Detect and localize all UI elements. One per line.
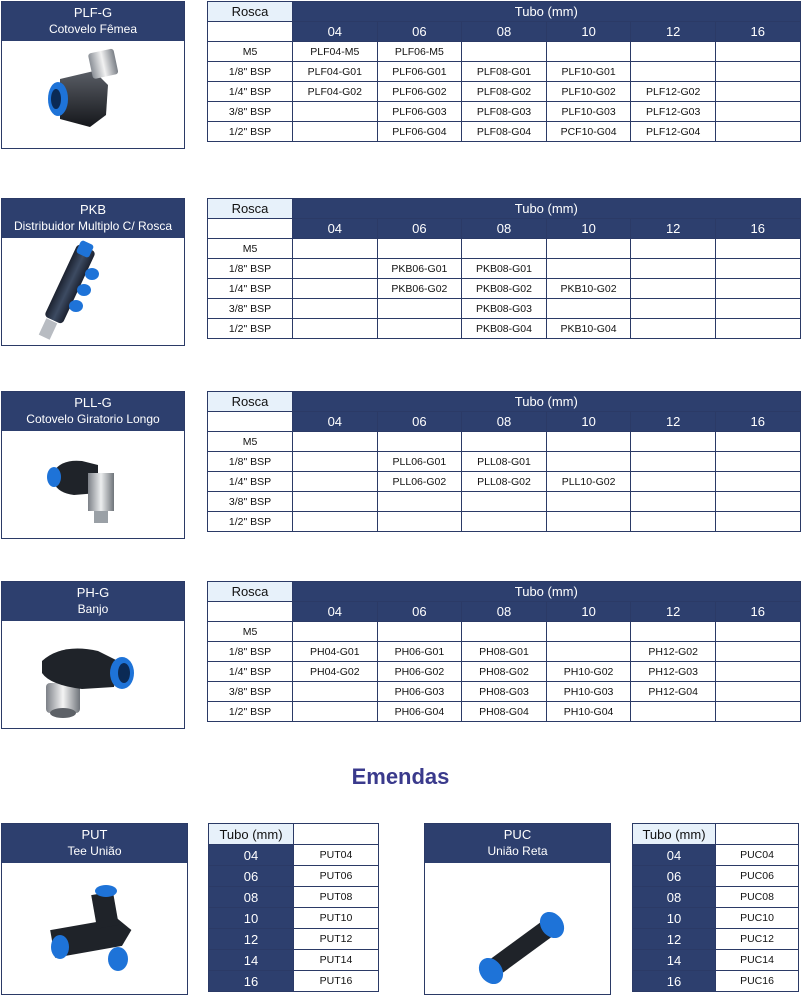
part-code-cell xyxy=(715,279,800,299)
size-cell: 14 xyxy=(209,950,294,971)
header-row xyxy=(208,582,801,602)
part-code-cell: PKB08-G02 xyxy=(462,279,547,299)
product-card-pll-g xyxy=(1,391,185,539)
elbow-female-fitting-image xyxy=(2,41,184,149)
product-name: PLL-G xyxy=(74,395,112,410)
part-code-cell: PUC16 xyxy=(716,971,799,992)
blank-cell xyxy=(208,412,293,432)
part-code-cell: PUT12 xyxy=(294,929,379,950)
part-code-cell xyxy=(631,279,716,299)
part-code-cell xyxy=(462,42,547,62)
part-code-cell: PH10-G02 xyxy=(546,662,631,682)
product-desc: União Reta xyxy=(487,844,548,858)
table-row xyxy=(208,662,801,682)
table-row xyxy=(208,259,801,279)
table-row xyxy=(633,950,799,971)
table-row xyxy=(208,319,801,339)
table-row xyxy=(209,971,379,992)
size-header: 16 xyxy=(715,602,800,622)
part-code-cell xyxy=(546,622,631,642)
rosca-header: Rosca xyxy=(208,199,293,219)
part-code-cell: PLF12-G04 xyxy=(631,122,716,142)
tubo-table-puc xyxy=(632,823,799,992)
part-code-cell xyxy=(293,432,378,452)
header-row xyxy=(208,2,801,22)
size-cell: 06 xyxy=(633,866,716,887)
part-code-cell: PH08-G03 xyxy=(462,682,547,702)
part-code-cell xyxy=(293,239,378,259)
spec-table-plf-g xyxy=(207,1,801,142)
part-code-cell: PLL08-G01 xyxy=(462,452,547,472)
part-code-cell xyxy=(377,512,462,532)
product-header xyxy=(2,824,187,863)
size-header: 08 xyxy=(462,412,547,432)
part-code-cell xyxy=(631,239,716,259)
part-code-cell xyxy=(631,42,716,62)
part-code-cell: PH06-G03 xyxy=(377,682,462,702)
part-code-cell xyxy=(715,122,800,142)
rosca-header: Rosca xyxy=(208,2,293,22)
header-row xyxy=(208,392,801,412)
product-card-put xyxy=(1,823,188,995)
part-code-cell xyxy=(546,299,631,319)
table-row xyxy=(209,866,379,887)
thread-cell: 1/8" BSP xyxy=(208,452,293,472)
blank-cell xyxy=(294,824,379,845)
product-header xyxy=(2,2,184,41)
table-row xyxy=(208,622,801,642)
table-row xyxy=(208,452,801,472)
part-code-cell: PLF06-G04 xyxy=(377,122,462,142)
part-code-cell xyxy=(631,319,716,339)
part-code-cell: PKB06-G02 xyxy=(377,279,462,299)
tubo-table-put xyxy=(208,823,379,992)
part-code-cell: PH08-G01 xyxy=(462,642,547,662)
size-header: 12 xyxy=(631,602,716,622)
part-code-cell xyxy=(546,452,631,472)
part-code-cell xyxy=(462,622,547,642)
size-header: 10 xyxy=(546,22,631,42)
table-row xyxy=(208,62,801,82)
part-code-cell: PLF12-G03 xyxy=(631,102,716,122)
thread-cell: 1/2" BSP xyxy=(208,122,293,142)
part-code-cell xyxy=(377,239,462,259)
tubo-header: Tubo (mm) xyxy=(293,582,801,602)
part-code-cell xyxy=(546,512,631,532)
spec-table-ph-g xyxy=(207,581,801,722)
product-desc: Distribuidor Multiplo C/ Rosca xyxy=(13,219,173,233)
part-code-cell: PLF08-G04 xyxy=(462,122,547,142)
emendas-title: Emendas xyxy=(351,764,450,789)
table-row xyxy=(633,971,799,992)
part-code-cell: PLF06-G03 xyxy=(377,102,462,122)
thread-cell: 3/8" BSP xyxy=(208,682,293,702)
rosca-header: Rosca xyxy=(208,392,293,412)
part-code-cell: PLL08-G02 xyxy=(462,472,547,492)
size-row xyxy=(208,412,801,432)
product-name: PUT xyxy=(81,827,108,842)
part-code-cell: PH12-G04 xyxy=(631,682,716,702)
product-card-plf-g xyxy=(1,1,185,149)
part-code-cell: PUT08 xyxy=(294,887,379,908)
table-row xyxy=(633,929,799,950)
part-code-cell xyxy=(715,662,800,682)
header-row xyxy=(633,824,799,845)
spec-table-pkb xyxy=(207,198,801,339)
part-code-cell xyxy=(293,622,378,642)
part-code-cell xyxy=(462,239,547,259)
part-code-cell xyxy=(293,452,378,472)
part-code-cell: PH06-G04 xyxy=(377,702,462,722)
part-code-cell: PUT14 xyxy=(294,950,379,971)
size-header: 06 xyxy=(377,219,462,239)
part-code-cell: PLF08-G02 xyxy=(462,82,547,102)
table-row xyxy=(208,702,801,722)
part-code-cell xyxy=(715,319,800,339)
part-code-cell xyxy=(293,702,378,722)
part-code-cell: PLL10-G02 xyxy=(546,472,631,492)
table-row xyxy=(208,492,801,512)
table-row xyxy=(208,122,801,142)
part-code-cell xyxy=(715,239,800,259)
part-code-cell xyxy=(377,492,462,512)
table-row xyxy=(208,432,801,452)
part-code-cell: PH04-G01 xyxy=(293,642,378,662)
part-code-cell xyxy=(293,102,378,122)
part-code-cell xyxy=(631,622,716,642)
thread-cell: 1/4" BSP xyxy=(208,662,293,682)
table-row xyxy=(208,682,801,702)
size-cell: 16 xyxy=(633,971,716,992)
part-code-cell: PLF08-G03 xyxy=(462,102,547,122)
part-code-cell: PLF12-G02 xyxy=(631,82,716,102)
thread-cell: M5 xyxy=(208,622,293,642)
part-code-cell: PH06-G02 xyxy=(377,662,462,682)
part-code-cell xyxy=(546,259,631,279)
size-header: 06 xyxy=(377,22,462,42)
size-cell: 06 xyxy=(209,866,294,887)
tubo-header: Tubo (mm) xyxy=(293,2,801,22)
table-row xyxy=(633,845,799,866)
thread-cell: 1/4" BSP xyxy=(208,472,293,492)
size-cell: 08 xyxy=(209,887,294,908)
part-code-cell xyxy=(293,492,378,512)
part-code-cell xyxy=(546,432,631,452)
part-code-cell: PLF08-G01 xyxy=(462,62,547,82)
size-row xyxy=(208,22,801,42)
part-code-cell xyxy=(377,622,462,642)
part-code-cell: PLF06-G02 xyxy=(377,82,462,102)
header-row xyxy=(208,199,801,219)
thread-cell: 3/8" BSP xyxy=(208,492,293,512)
tubo-header: Tubo (mm) xyxy=(209,824,294,845)
part-code-cell xyxy=(631,702,716,722)
part-code-cell xyxy=(715,259,800,279)
part-code-cell xyxy=(293,279,378,299)
part-code-cell xyxy=(631,512,716,532)
part-code-cell: PH10-G04 xyxy=(546,702,631,722)
part-code-cell: PH04-G02 xyxy=(293,662,378,682)
thread-cell: M5 xyxy=(208,432,293,452)
part-code-cell: PLF04-G01 xyxy=(293,62,378,82)
size-cell: 16 xyxy=(209,971,294,992)
table-row xyxy=(208,472,801,492)
part-code-cell xyxy=(715,492,800,512)
part-code-cell xyxy=(631,472,716,492)
size-header: 12 xyxy=(631,219,716,239)
part-code-cell xyxy=(293,682,378,702)
tee-union-image xyxy=(2,863,187,995)
part-code-cell xyxy=(293,122,378,142)
part-code-cell: PH08-G04 xyxy=(462,702,547,722)
size-header: 08 xyxy=(462,22,547,42)
part-code-cell xyxy=(377,299,462,319)
product-desc: Banjo xyxy=(77,602,109,616)
long-swivel-elbow-image xyxy=(2,431,184,539)
part-code-cell xyxy=(293,319,378,339)
part-code-cell xyxy=(715,102,800,122)
part-code-cell xyxy=(377,432,462,452)
spec-table-pll-g xyxy=(207,391,801,532)
rosca-header: Rosca xyxy=(208,582,293,602)
part-code-cell: PUC06 xyxy=(716,866,799,887)
thread-cell: 3/8" BSP xyxy=(208,299,293,319)
size-header: 06 xyxy=(377,412,462,432)
part-code-cell: PUT06 xyxy=(294,866,379,887)
part-code-cell xyxy=(715,452,800,472)
part-code-cell: PUC10 xyxy=(716,908,799,929)
product-name: PLF-G xyxy=(73,5,113,20)
product-desc: Tee União xyxy=(67,844,122,858)
size-header: 12 xyxy=(631,412,716,432)
size-header: 06 xyxy=(377,602,462,622)
part-code-cell xyxy=(715,642,800,662)
thread-cell: M5 xyxy=(208,42,293,62)
table-row xyxy=(208,299,801,319)
part-code-cell: PLF04-G02 xyxy=(293,82,378,102)
part-code-cell: PLF10-G02 xyxy=(546,82,631,102)
part-code-cell: PUC14 xyxy=(716,950,799,971)
part-code-cell: PKB06-G01 xyxy=(377,259,462,279)
part-code-cell: PLF10-G03 xyxy=(546,102,631,122)
table-row xyxy=(208,279,801,299)
thread-cell: 1/2" BSP xyxy=(208,319,293,339)
table-row xyxy=(209,908,379,929)
part-code-cell xyxy=(715,472,800,492)
table-row xyxy=(633,908,799,929)
blank-cell xyxy=(208,219,293,239)
part-code-cell: PLF10-G01 xyxy=(546,62,631,82)
thread-cell: 1/8" BSP xyxy=(208,62,293,82)
part-code-cell: PLL06-G02 xyxy=(377,472,462,492)
part-code-cell xyxy=(631,432,716,452)
part-code-cell xyxy=(715,42,800,62)
size-header: 08 xyxy=(462,219,547,239)
part-code-cell xyxy=(546,239,631,259)
size-header: 10 xyxy=(546,602,631,622)
size-header: 04 xyxy=(293,412,378,432)
table-row xyxy=(209,887,379,908)
part-code-cell xyxy=(631,452,716,472)
part-code-cell xyxy=(631,492,716,512)
product-name: PUC xyxy=(503,827,532,842)
thread-cell: 1/2" BSP xyxy=(208,512,293,532)
part-code-cell xyxy=(715,299,800,319)
part-code-cell: PLF06-M5 xyxy=(377,42,462,62)
part-code-cell: PLF06-G01 xyxy=(377,62,462,82)
manifold-fitting-image xyxy=(2,238,184,346)
table-row xyxy=(208,82,801,102)
size-header: 04 xyxy=(293,602,378,622)
thread-cell: M5 xyxy=(208,239,293,259)
table-row xyxy=(208,239,801,259)
part-code-cell xyxy=(631,62,716,82)
part-code-cell xyxy=(631,259,716,279)
part-code-cell: PKB08-G04 xyxy=(462,319,547,339)
thread-cell: 1/4" BSP xyxy=(208,82,293,102)
size-cell: 10 xyxy=(209,908,294,929)
part-code-cell xyxy=(293,259,378,279)
part-code-cell xyxy=(715,82,800,102)
part-code-cell xyxy=(462,512,547,532)
part-code-cell xyxy=(715,622,800,642)
part-code-cell: PH10-G03 xyxy=(546,682,631,702)
size-header: 04 xyxy=(293,22,378,42)
table-row xyxy=(209,845,379,866)
product-card-ph-g xyxy=(1,581,185,729)
part-code-cell: PKB10-G02 xyxy=(546,279,631,299)
tubo-header: Tubo (mm) xyxy=(293,392,801,412)
table-row xyxy=(208,512,801,532)
blank-cell xyxy=(716,824,799,845)
size-header: 16 xyxy=(715,22,800,42)
product-desc: Cotovelo Giratorio Longo xyxy=(26,412,160,426)
part-code-cell xyxy=(715,512,800,532)
size-cell: 04 xyxy=(633,845,716,866)
tubo-header: Tubo (mm) xyxy=(633,824,716,845)
part-code-cell xyxy=(715,432,800,452)
part-code-cell: PKB08-G01 xyxy=(462,259,547,279)
product-desc: Cotovelo Fêmea xyxy=(48,22,138,36)
thread-cell: 1/8" BSP xyxy=(208,259,293,279)
part-code-cell xyxy=(462,432,547,452)
part-code-cell xyxy=(546,492,631,512)
part-code-cell xyxy=(546,42,631,62)
part-code-cell xyxy=(546,642,631,662)
banjo-fitting-image xyxy=(2,621,184,729)
product-header xyxy=(2,582,184,621)
product-card-puc xyxy=(424,823,611,995)
part-code-cell: PH08-G02 xyxy=(462,662,547,682)
part-code-cell xyxy=(715,682,800,702)
part-code-cell: PUT16 xyxy=(294,971,379,992)
table-row xyxy=(209,929,379,950)
product-card-pkb xyxy=(1,198,185,346)
size-header: 04 xyxy=(293,219,378,239)
part-code-cell xyxy=(293,472,378,492)
table-row xyxy=(633,887,799,908)
size-header: 12 xyxy=(631,22,716,42)
size-header: 16 xyxy=(715,219,800,239)
product-header xyxy=(2,392,184,431)
part-code-cell xyxy=(462,492,547,512)
product-name: PKB xyxy=(79,202,106,217)
table-row xyxy=(209,950,379,971)
part-code-cell xyxy=(293,512,378,532)
part-code-cell: PLL06-G01 xyxy=(377,452,462,472)
blank-cell xyxy=(208,602,293,622)
size-cell: 12 xyxy=(209,929,294,950)
part-code-cell: PH12-G02 xyxy=(631,642,716,662)
part-code-cell xyxy=(377,319,462,339)
part-code-cell: PLF04-M5 xyxy=(293,42,378,62)
part-code-cell: PH06-G01 xyxy=(377,642,462,662)
size-cell: 04 xyxy=(209,845,294,866)
size-cell: 14 xyxy=(633,950,716,971)
part-code-cell xyxy=(293,299,378,319)
part-code-cell: PKB10-G04 xyxy=(546,319,631,339)
part-code-cell xyxy=(631,299,716,319)
product-name: PH-G xyxy=(76,585,110,600)
part-code-cell: PCF10-G04 xyxy=(546,122,631,142)
thread-cell: 1/4" BSP xyxy=(208,279,293,299)
size-cell: 10 xyxy=(633,908,716,929)
thread-cell: 3/8" BSP xyxy=(208,102,293,122)
size-header: 16 xyxy=(715,412,800,432)
table-row xyxy=(208,642,801,662)
blank-cell xyxy=(208,22,293,42)
thread-cell: 1/2" BSP xyxy=(208,702,293,722)
size-header: 08 xyxy=(462,602,547,622)
part-code-cell: PH12-G03 xyxy=(631,662,716,682)
table-row xyxy=(208,42,801,62)
part-code-cell: PUT10 xyxy=(294,908,379,929)
part-code-cell xyxy=(715,62,800,82)
part-code-cell: PKB08-G03 xyxy=(462,299,547,319)
size-cell: 08 xyxy=(633,887,716,908)
straight-union-image xyxy=(425,863,610,995)
product-header xyxy=(2,199,184,238)
size-row xyxy=(208,602,801,622)
size-row xyxy=(208,219,801,239)
thread-cell: 1/8" BSP xyxy=(208,642,293,662)
part-code-cell: PUC12 xyxy=(716,929,799,950)
part-code-cell: PUC08 xyxy=(716,887,799,908)
table-row xyxy=(208,102,801,122)
tubo-header: Tubo (mm) xyxy=(293,199,801,219)
part-code-cell: PUC04 xyxy=(716,845,799,866)
size-cell: 12 xyxy=(633,929,716,950)
header-row xyxy=(209,824,379,845)
size-header: 10 xyxy=(546,412,631,432)
part-code-cell xyxy=(715,702,800,722)
product-header xyxy=(425,824,610,863)
table-row xyxy=(633,866,799,887)
part-code-cell: PUT04 xyxy=(294,845,379,866)
size-header: 10 xyxy=(546,219,631,239)
